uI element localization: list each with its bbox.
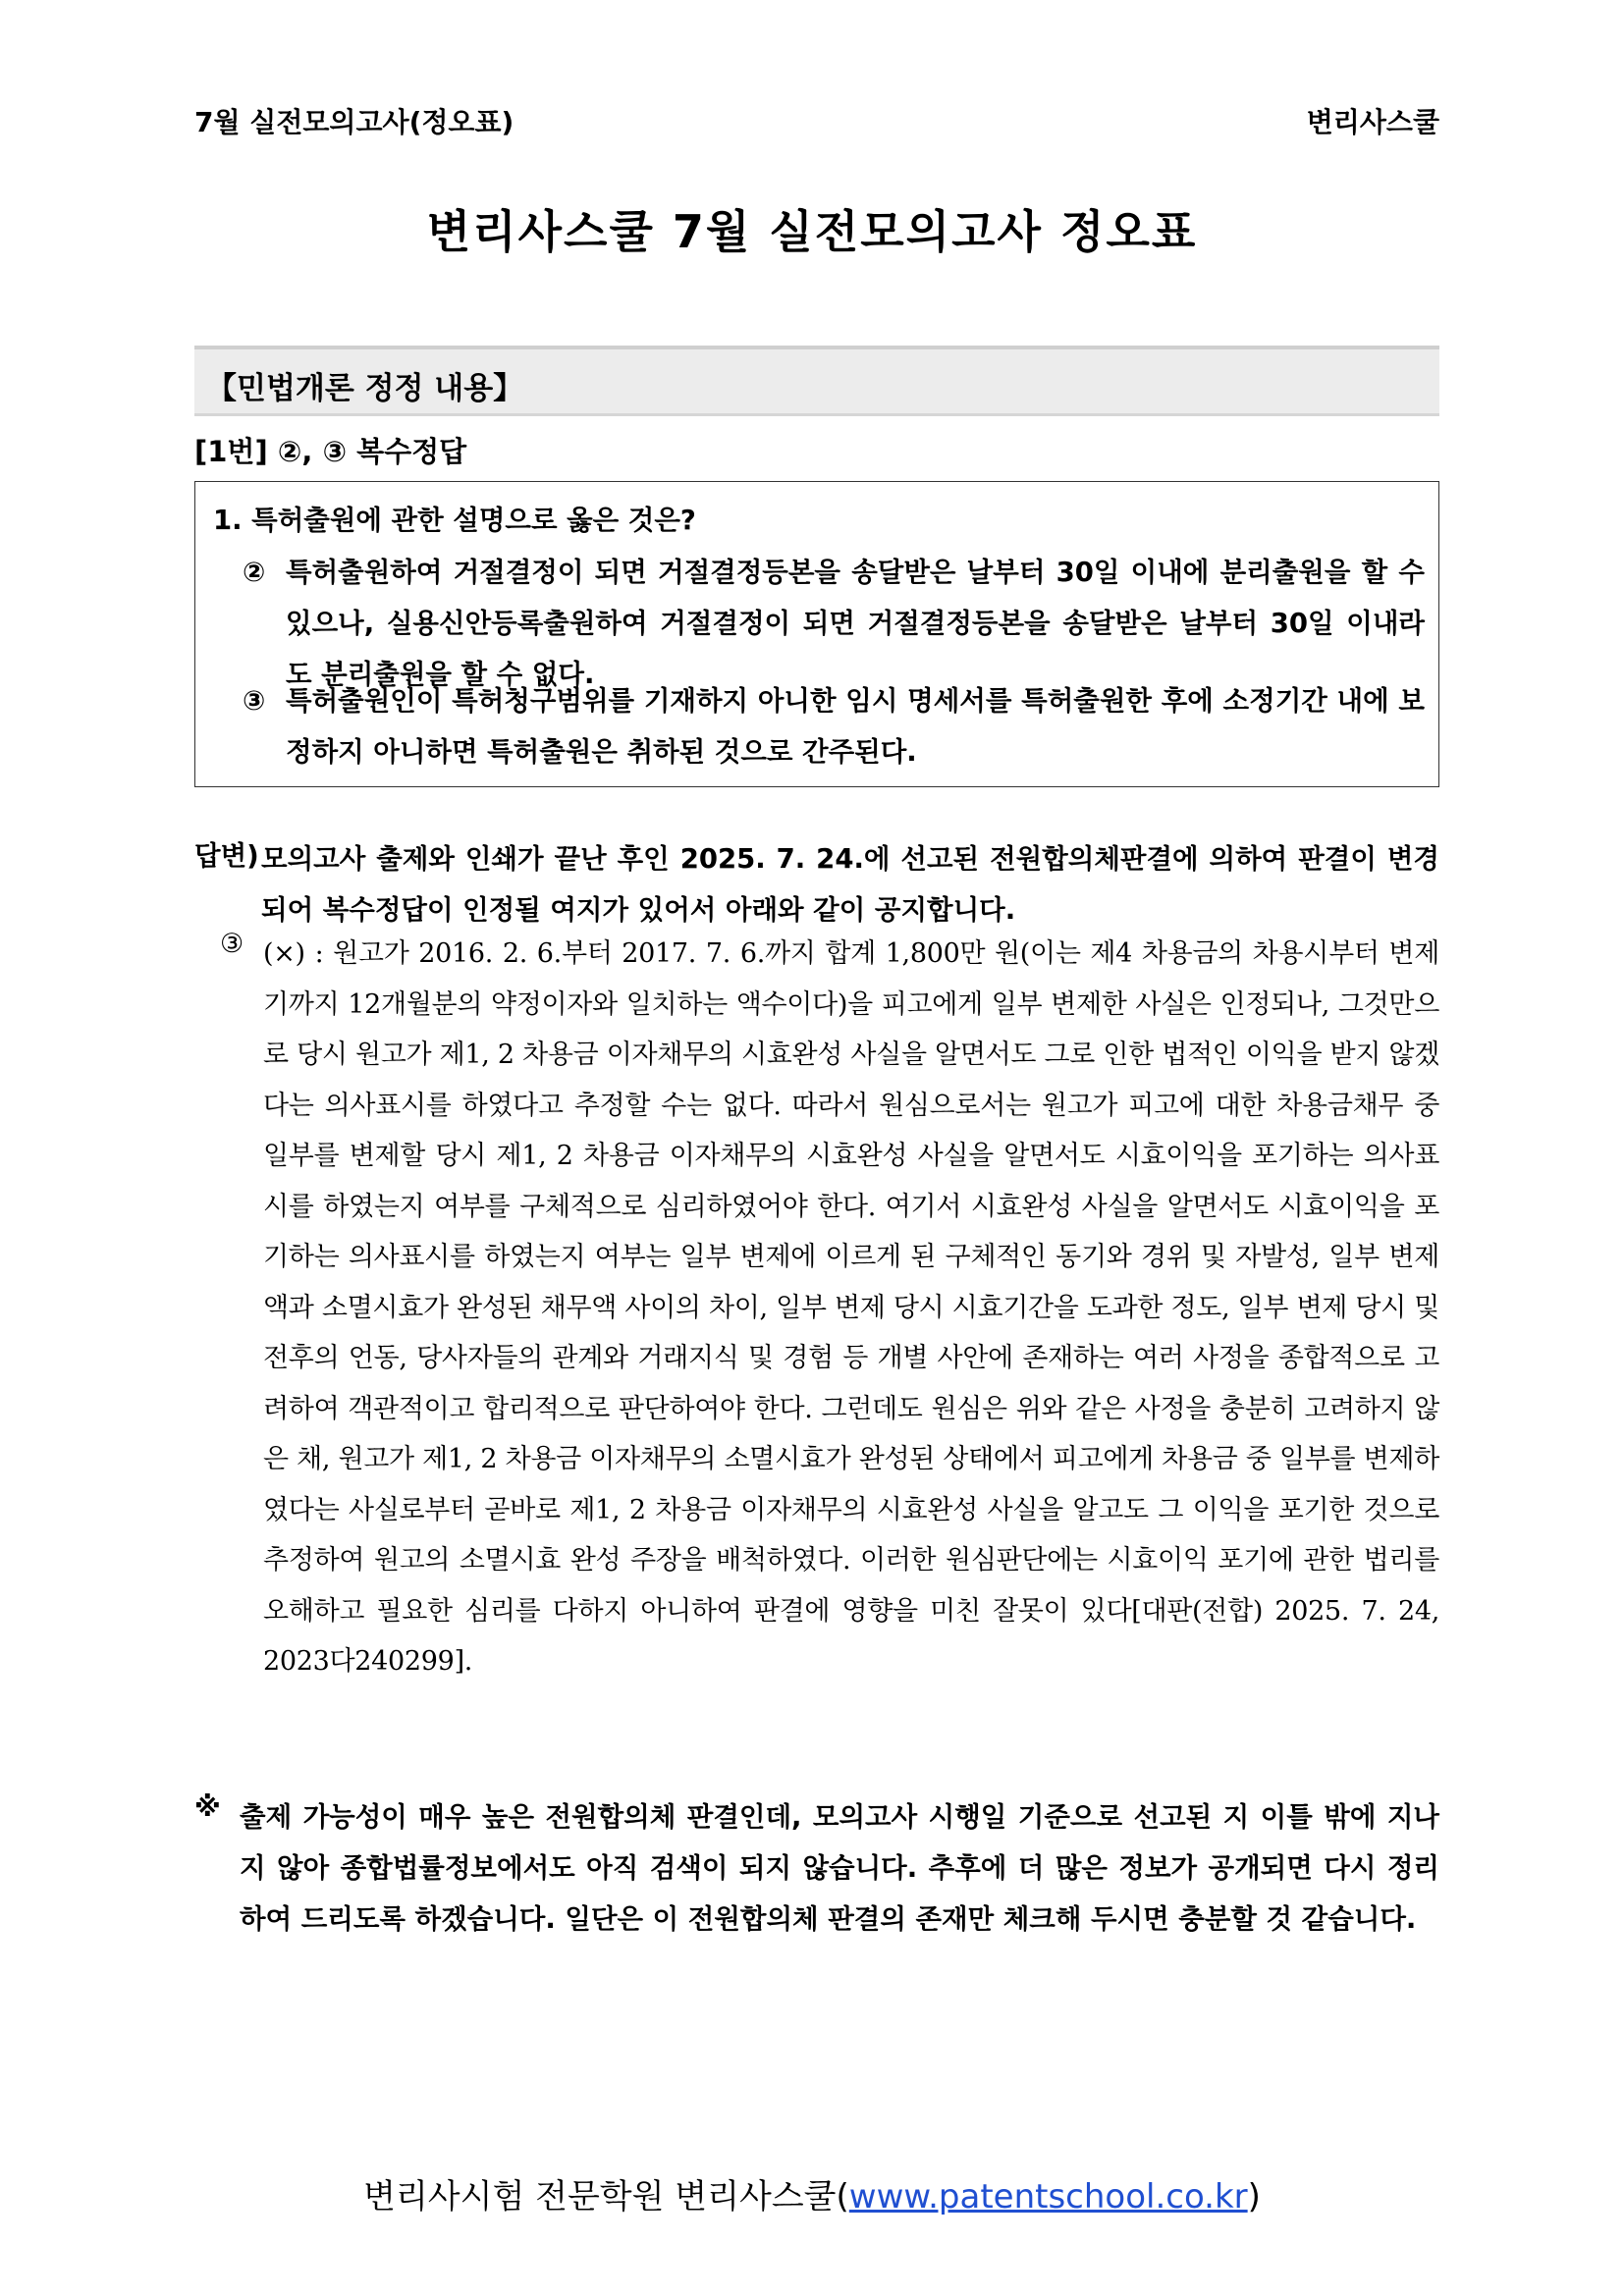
section-heading: 【민법개론 정정 내용】: [206, 371, 524, 406]
note-text: 출제 가능성이 매우 높은 전원합의체 판결인데, 모의고사 시행일 기준으로 선고된 지 이틀 밖에 지나지 않아 종합법률정보에서도 아직 검색이 되지 않습니다. 추후에 더 많은 정보가 공개되면 다시 정리하여 드리도록 하겠습니다. 일단은 이 전원합의체 판결의 존재만 체크해 두시면 충분할 것 같습니다.: [240, 1801, 1439, 1935]
page-title: 변리사스쿨 7월 실전모의고사 정오표: [426, 205, 1198, 258]
footer: [0, 2169, 1624, 2217]
header-right-brand: 변리사스쿨: [1306, 106, 1439, 138]
footer-website-link[interactable]: www.patentschool.co.kr: [848, 2177, 1248, 2216]
answer-text: 모의고사 출제와 인쇄가 끝난 후인 2025. 7. 24.에 선고된 전원합의체판결에 의하여 판결이 변경되어 복수정답이 인정될 여지가 있어서 아래와 같이 공지합니다.: [261, 843, 1439, 926]
option-text: 특허출원하여 거절결정이 되면 거절결정등본을 송달받은 날부터 30일 이내에 분리출원을 할 수 있으나, 실용신안등록출원하여 거절결정이 되면 거절결정등본을 송달받은 날부터 30일 이내라도 분리출원을 할 수 없다.: [286, 557, 1425, 690]
note-mark: ※: [194, 1791, 221, 1823]
option-number: ③: [243, 685, 266, 717]
footer-text: 변리사시험 전문학원 변리사스쿨(: [363, 2177, 849, 2216]
section-heading-bar: [194, 346, 1439, 416]
ruling-number: ③: [220, 929, 244, 959]
option-number: ②: [243, 557, 266, 588]
question-box: [194, 481, 1439, 787]
header-left-title: 7월 실전모의고사(정오표): [194, 106, 514, 138]
ruling-text: (×) : 원고가 2016. 2. 6.부터 2017. 7. 6.까지 합계 1,800만 원(이는 제4 차용금의 차용시부터 변제기까지 12개월분의 약정이자와 일치하는 액수이다)을 피고에게 일부 변제한 사실은 인정되나, 그것만으로 당시 원고가 제1, 2 차용금 이자채무의 시효완성 사실을 알면서도 그로 인한 법적인 이익을 받지 않겠다는 의사표시를 하였다고 추정할 수는 없다. 따라서 원심으로서는 원고가 피고에 대한 차용금채무 중 일부를 변제할 당시 제1, 2 차용금 이자채무의 시효완성 사실을 알면서도 시효이익을 포기하는 의사표시를 하였는지 여부를 구체적으로 심리하였어야 한다. 여기서 시효완성 사실을 알면서도 시효이익을 포기하는 의사표시를 하였는지 여부는 일부 변제에 이르게 된 구체적인 동기와 경위 및 자발성, 일부 변제액과 소멸시효가 완성된 채무액 사이의 차이, 일부 변제 당시 시효기간을 도과한 정도, 일부 변제 당시 및 전후의 언동, 당사자들의 관계와 거래지식 및 경험 등 개별 사안에 존재하는 여러 사정을 종합적으로 고려하여 객관적이고 합리적으로 판단하여야 한다. 그런데도 원심은 위와 같은 사정을 충분히 고려하지 않은 채, 원고가 제1, 2 차용금 이자채무의 소멸시효가 완성된 상태에서 피고에게 차용금 중 일부를 변제하였다는 사실로부터 곧바로 제1, 2 차용금 이자채무의 시효완성 사실을 알고도 그 이익을 포기한 것으로 추정하여 원고의 소멸시효 완성 주장을 배척하였다. 이러한 원심판단에는 시효이익 포기에 관한 법리를 오해하고 필요한 심리를 다하지 아니하여 판결에 영향을 미친 잘못이 있다[대판(전합) 2025. 7. 24, 2023다240299].: [263, 938, 1440, 1677]
answer-label: 답변): [194, 840, 259, 872]
option-text: 특허출원인이 특허청구범위를 기재하지 아니한 임시 명세서를 특허출원한 후에 소정기간 내에 보정하지 아니하면 특허출원은 취하된 것으로 간주된다.: [286, 685, 1425, 768]
question-number-line: [1번] ②, ③ 복수정답: [194, 435, 467, 468]
footer-close: ): [1247, 2177, 1261, 2216]
question-title: 1. 특허출원에 관한 설명으로 옳은 것은?: [213, 505, 696, 536]
